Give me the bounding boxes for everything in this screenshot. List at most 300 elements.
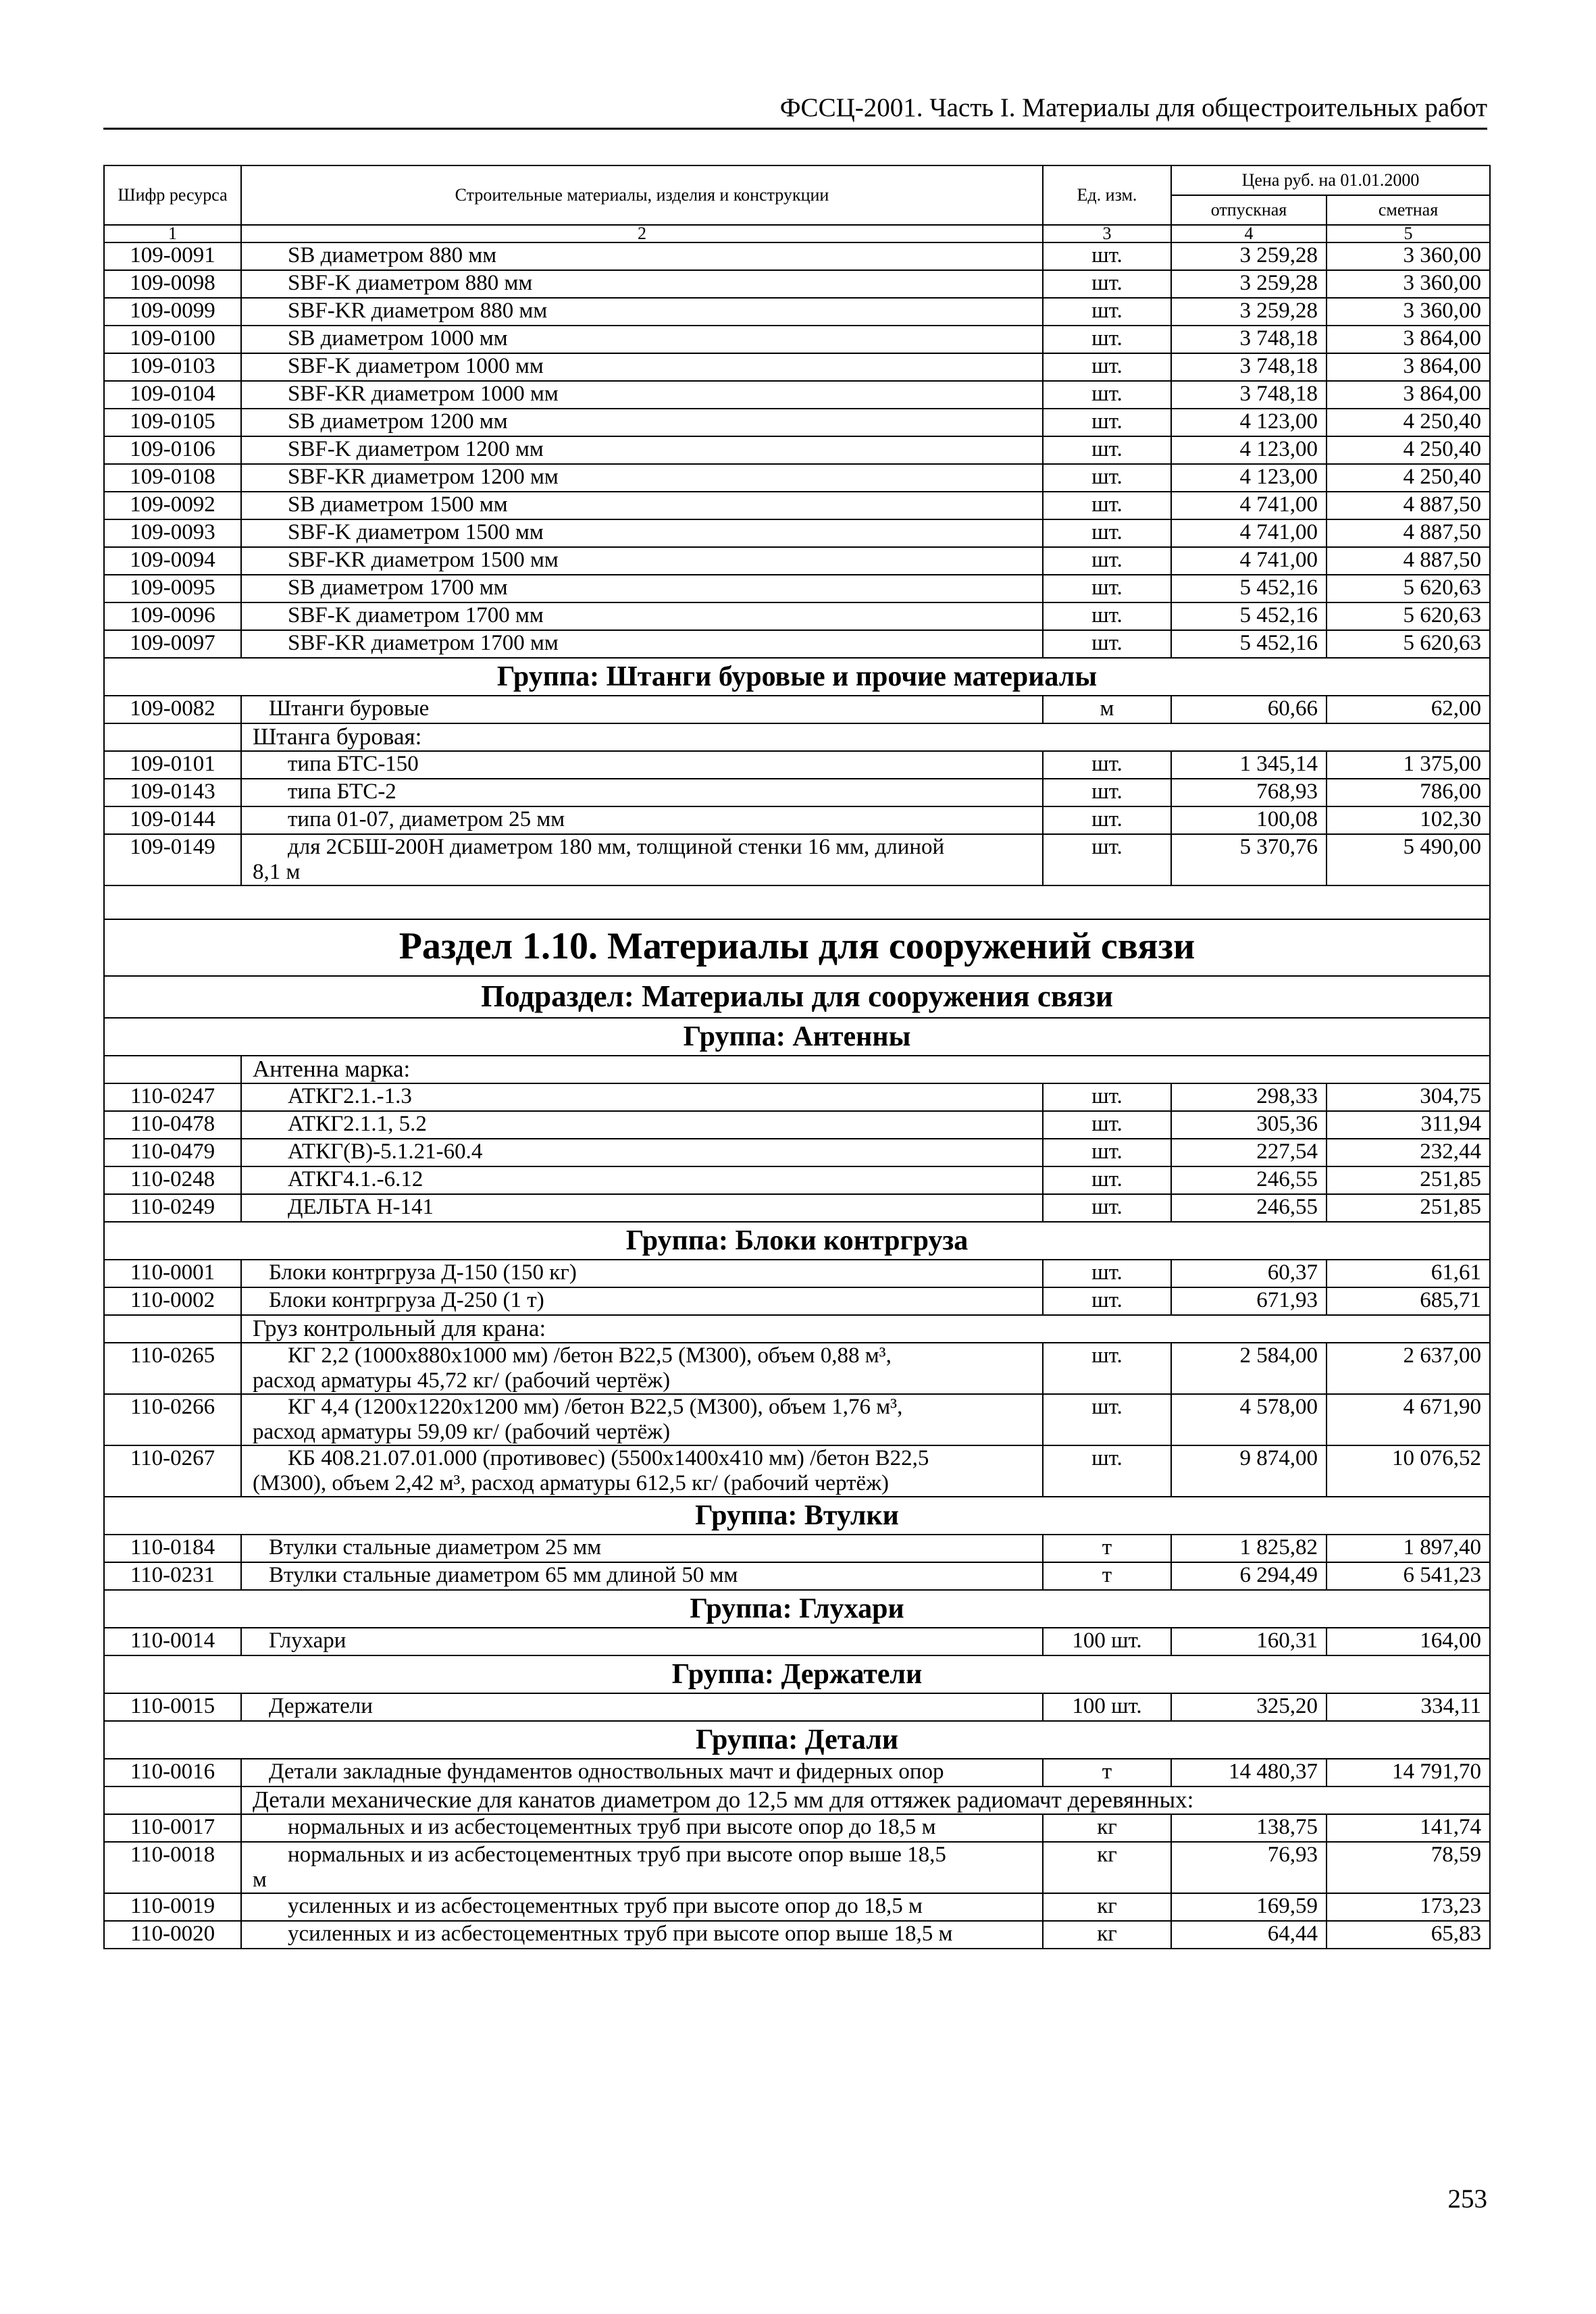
table-row [104, 1562, 1490, 1590]
unit-of-measure: шт. [1043, 1139, 1171, 1166]
unit-of-measure: шт. [1043, 602, 1171, 630]
table-row [104, 1166, 1490, 1194]
material-name-line: SBF-K диаметром 1700 мм [288, 603, 544, 627]
material-name [241, 1083, 1043, 1111]
unit-of-measure: шт. [1043, 1083, 1171, 1111]
material-name-continuation: расход арматуры 45,72 кг/ (рабочий чертёж) [253, 1368, 671, 1393]
subgroup-label: Штанга буровая: [241, 723, 1490, 751]
material-name-line: SB диаметром 1000 мм [288, 326, 508, 351]
col-name-header: Строительные материалы, изделия и конструкции [241, 165, 1043, 225]
table-row [104, 270, 1490, 298]
estimate-price: 5 620,63 [1327, 602, 1490, 630]
unit-of-measure: шт. [1043, 492, 1171, 519]
resource-code: 109-0144 [104, 806, 241, 834]
resource-code: 109-0106 [104, 436, 241, 464]
estimate-price: 3 864,00 [1327, 326, 1490, 353]
material-name-line: АТКГ2.1.-1.3 [288, 1084, 412, 1108]
col-estimate-header: сметная [1327, 195, 1490, 225]
estimate-price: 3 360,00 [1327, 298, 1490, 326]
material-name-line: типа 01-07, диаметром 25 мм [288, 807, 565, 831]
unit-of-measure: шт. [1043, 1260, 1171, 1287]
group-heading: Группа: Глухари [104, 1590, 1490, 1628]
resource-code: 109-0091 [104, 242, 241, 270]
resource-code: 110-0002 [104, 1287, 241, 1315]
resource-code: 109-0149 [104, 834, 241, 885]
material-name-line: SBF-KR диаметром 1700 мм [288, 631, 559, 655]
material-name [241, 1260, 1043, 1287]
table-row [104, 1842, 1490, 1893]
material-name [241, 464, 1043, 492]
table-row [104, 602, 1490, 630]
unit-of-measure: шт. [1043, 326, 1171, 353]
release-price: 3 259,28 [1171, 242, 1327, 270]
release-price: 100,08 [1171, 806, 1327, 834]
estimate-price: 4 250,40 [1327, 409, 1490, 436]
resource-code: 109-0094 [104, 547, 241, 575]
group-heading-row [104, 1590, 1490, 1628]
table-head-row [104, 165, 1490, 195]
release-price: 14 480,37 [1171, 1759, 1327, 1786]
material-name-line: АТКГ(В)-5.1.21-60.4 [288, 1139, 483, 1164]
material-name-line: нормальных и из асбестоцементных труб при высоте опор до 18,5 м [288, 1815, 936, 1839]
resource-code: 109-0108 [104, 464, 241, 492]
unit-of-measure: шт. [1043, 1287, 1171, 1315]
material-name [241, 806, 1043, 834]
unit-of-measure: шт. [1043, 751, 1171, 779]
material-name-line: усиленных и из асбестоцементных труб при высоте опор до 18,5 м [288, 1894, 923, 1918]
release-price: 4 741,00 [1171, 547, 1327, 575]
estimate-price: 251,85 [1327, 1166, 1490, 1194]
empty-cell [104, 1056, 241, 1083]
table-row [104, 409, 1490, 436]
estimate-price: 685,71 [1327, 1287, 1490, 1315]
resource-code: 109-0105 [104, 409, 241, 436]
material-name [241, 1842, 1043, 1893]
estimate-price: 4 250,40 [1327, 464, 1490, 492]
unit-of-measure: 100 шт. [1043, 1693, 1171, 1721]
table-row [104, 1083, 1490, 1111]
estimate-price: 4 250,40 [1327, 436, 1490, 464]
resource-code: 109-0143 [104, 779, 241, 806]
material-name-line: ДЕЛЬТА Н-141 [288, 1195, 434, 1219]
material-name-line: для 2СБШ-200Н диаметром 180 мм, толщиной стенки 16 мм, длиной [288, 835, 945, 859]
empty-cell [104, 1315, 241, 1343]
price-table-body [104, 165, 1490, 1949]
release-price: 9 874,00 [1171, 1445, 1327, 1497]
material-name-line: Блоки контргруза Д-150 (150 кг) [269, 1260, 577, 1285]
release-price: 160,31 [1171, 1628, 1327, 1655]
material-name [241, 547, 1043, 575]
material-name [241, 1111, 1043, 1139]
resource-code: 110-0231 [104, 1562, 241, 1590]
material-name-line: Штанги буровые [269, 696, 430, 721]
estimate-price: 61,61 [1327, 1260, 1490, 1287]
table-row [104, 298, 1490, 326]
table-row [104, 751, 1490, 779]
estimate-price: 786,00 [1327, 779, 1490, 806]
resource-code: 109-0097 [104, 630, 241, 658]
release-price: 4 741,00 [1171, 492, 1327, 519]
column-number: 1 [104, 225, 241, 242]
estimate-price: 14 791,70 [1327, 1759, 1490, 1786]
table-row [104, 353, 1490, 381]
table-row [104, 630, 1490, 658]
resource-code: 110-0016 [104, 1759, 241, 1786]
material-name [241, 492, 1043, 519]
table-row [104, 1194, 1490, 1222]
release-price: 138,75 [1171, 1814, 1327, 1842]
material-name [241, 1921, 1043, 1949]
unit-of-measure: шт. [1043, 806, 1171, 834]
estimate-price: 102,30 [1327, 806, 1490, 834]
subgroup-label: Детали механические для канатов диаметром до 12,5 мм для оттяжек радиомачт деревянных: [241, 1786, 1490, 1814]
release-price: 64,44 [1171, 1921, 1327, 1949]
table-row [104, 492, 1490, 519]
subgroup-label: Груз контрольный для крана: [241, 1315, 1490, 1343]
release-price: 60,66 [1171, 696, 1327, 723]
unit-of-measure: шт. [1043, 270, 1171, 298]
material-name [241, 575, 1043, 602]
estimate-price: 65,83 [1327, 1921, 1490, 1949]
resource-code: 110-0001 [104, 1260, 241, 1287]
estimate-price: 1 897,40 [1327, 1535, 1490, 1562]
unit-of-measure: шт. [1043, 298, 1171, 326]
resource-code: 110-0014 [104, 1628, 241, 1655]
release-price: 5 452,16 [1171, 602, 1327, 630]
col-release-header: отпускная [1171, 195, 1327, 225]
page-number: 253 [1447, 2184, 1487, 2213]
col-price-header: Цена руб. на 01.01.2000 [1171, 165, 1490, 195]
col-unit-header: Ед. изм. [1043, 165, 1171, 225]
estimate-price: 4 671,90 [1327, 1394, 1490, 1445]
material-name [241, 1394, 1043, 1445]
unit-of-measure: кг [1043, 1893, 1171, 1921]
unit-of-measure: шт. [1043, 436, 1171, 464]
table-row [104, 464, 1490, 492]
table-row [104, 1260, 1490, 1287]
material-name-line: Детали закладные фундаментов одноствольных мачт и фидерных опор [269, 1759, 944, 1784]
material-name [241, 1343, 1043, 1394]
estimate-price: 311,94 [1327, 1111, 1490, 1139]
estimate-price: 232,44 [1327, 1139, 1490, 1166]
table-row [104, 381, 1490, 409]
group-heading: Группа: Антенны [104, 1018, 1490, 1056]
material-name [241, 1535, 1043, 1562]
table-row [104, 1759, 1490, 1786]
estimate-price: 6 541,23 [1327, 1562, 1490, 1590]
material-name [241, 353, 1043, 381]
release-price: 4 123,00 [1171, 409, 1327, 436]
unit-of-measure: кг [1043, 1814, 1171, 1842]
release-price: 5 452,16 [1171, 575, 1327, 602]
estimate-price: 4 887,50 [1327, 519, 1490, 547]
material-name [241, 1166, 1043, 1194]
unit-of-measure: шт. [1043, 779, 1171, 806]
resource-code: 110-0267 [104, 1445, 241, 1497]
table-row [104, 326, 1490, 353]
release-price: 3 259,28 [1171, 298, 1327, 326]
unit-of-measure: шт. [1043, 1394, 1171, 1445]
group-heading: Группа: Блоки контргруза [104, 1222, 1490, 1260]
table-row [104, 1111, 1490, 1139]
material-name-line: нормальных и из асбестоцементных труб при высоте опор выше 18,5 [288, 1843, 946, 1867]
table-row [104, 1814, 1490, 1842]
estimate-price: 2 637,00 [1327, 1343, 1490, 1394]
table-row [104, 242, 1490, 270]
resource-code: 110-0015 [104, 1693, 241, 1721]
material-name [241, 436, 1043, 464]
running-header: ФССЦ-2001. Часть I. Материалы для общестроительных работ [779, 93, 1487, 122]
table-row [104, 436, 1490, 464]
resource-code: 109-0095 [104, 575, 241, 602]
release-price: 5 370,76 [1171, 834, 1327, 885]
release-price: 1 345,14 [1171, 751, 1327, 779]
release-price: 4 123,00 [1171, 436, 1327, 464]
material-name-line: КБ 408.21.07.01.000 (противовес) (5500х1400х410 мм) /бетон В22,5 [288, 1446, 929, 1470]
release-price: 3 748,18 [1171, 353, 1327, 381]
unit-of-measure: шт. [1043, 834, 1171, 885]
material-name-line: КГ 4,4 (1200х1220х1200 мм) /бетон В22,5 (М300), объем 1,76 м³, [288, 1395, 903, 1419]
subgroup-label: Антенна марка: [241, 1056, 1490, 1083]
table-row [104, 1893, 1490, 1921]
material-name-line: Блоки контргруза Д-250 (1 т) [269, 1288, 544, 1312]
estimate-price: 173,23 [1327, 1893, 1490, 1921]
group-heading-row [104, 658, 1490, 696]
material-name-line: Втулки стальные диаметром 65 мм длиной 50 мм [269, 1563, 738, 1587]
material-name [241, 779, 1043, 806]
estimate-price: 334,11 [1327, 1693, 1490, 1721]
resource-code: 109-0092 [104, 492, 241, 519]
material-name [241, 1759, 1043, 1786]
table-row [104, 547, 1490, 575]
estimate-price: 3 864,00 [1327, 353, 1490, 381]
material-name-line: SBF-KR диаметром 1000 мм [288, 382, 559, 406]
table-row [104, 1139, 1490, 1166]
release-price: 1 825,82 [1171, 1535, 1327, 1562]
unit-of-measure: шт. [1043, 1445, 1171, 1497]
unit-of-measure: кг [1043, 1842, 1171, 1893]
resource-code: 110-0266 [104, 1394, 241, 1445]
table-row [104, 1445, 1490, 1497]
release-price: 246,55 [1171, 1194, 1327, 1222]
group-heading: Группа: Втулки [104, 1497, 1490, 1535]
release-price: 3 259,28 [1171, 270, 1327, 298]
release-price: 305,36 [1171, 1111, 1327, 1139]
material-name [241, 1893, 1043, 1921]
material-name-line: SBF-K диаметром 1500 мм [288, 520, 544, 544]
unit-of-measure: шт. [1043, 630, 1171, 658]
estimate-price: 164,00 [1327, 1628, 1490, 1655]
material-name-line: типа БТС-150 [288, 752, 419, 776]
estimate-price: 304,75 [1327, 1083, 1490, 1111]
resource-code: 110-0247 [104, 1083, 241, 1111]
material-name-line: КГ 2,2 (1000х880х1000 мм) /бетон В22,5 (М300), объем 0,88 м³, [288, 1343, 892, 1368]
unit-of-measure: т [1043, 1562, 1171, 1590]
table-row [104, 806, 1490, 834]
unit-of-measure: шт. [1043, 242, 1171, 270]
table-row [104, 696, 1490, 723]
material-name-line: SB диаметром 1200 мм [288, 409, 508, 434]
material-name-line: АТКГ4.1.-6.12 [288, 1167, 423, 1191]
release-price: 227,54 [1171, 1139, 1327, 1166]
subsection-heading-row [104, 976, 1490, 1018]
empty-cell [104, 723, 241, 751]
resource-code: 110-0478 [104, 1111, 241, 1139]
release-price: 325,20 [1171, 1693, 1327, 1721]
table-row [104, 1343, 1490, 1394]
resource-code: 109-0098 [104, 270, 241, 298]
estimate-price: 141,74 [1327, 1814, 1490, 1842]
material-name [241, 1445, 1043, 1497]
estimate-price: 5 620,63 [1327, 575, 1490, 602]
estimate-price: 251,85 [1327, 1194, 1490, 1222]
unit-of-measure: шт. [1043, 519, 1171, 547]
resource-code: 109-0104 [104, 381, 241, 409]
material-name-line: типа БТС-2 [288, 779, 396, 804]
header-rule [103, 128, 1487, 130]
unit-of-measure: кг [1043, 1921, 1171, 1949]
material-name-continuation: м [253, 1868, 267, 1892]
table-row [104, 1287, 1490, 1315]
material-name [241, 270, 1043, 298]
column-number: 3 [1043, 225, 1171, 242]
section-heading: Раздел 1.10. Материалы для сооружений связи [104, 919, 1490, 976]
subgroup-label-row [104, 1056, 1490, 1083]
column-numbers-row [104, 225, 1490, 242]
unit-of-measure: м [1043, 696, 1171, 723]
unit-of-measure: т [1043, 1759, 1171, 1786]
material-name [241, 1814, 1043, 1842]
release-price: 3 748,18 [1171, 326, 1327, 353]
column-number: 5 [1327, 225, 1490, 242]
material-name-continuation: расход арматуры 59,09 кг/ (рабочий чертёж) [253, 1420, 671, 1444]
material-name-line: SB диаметром 880 мм [288, 243, 497, 267]
resource-code: 110-0248 [104, 1166, 241, 1194]
section-heading-row [104, 919, 1490, 976]
estimate-price: 3 360,00 [1327, 270, 1490, 298]
price-table [103, 165, 1491, 1949]
table-row [104, 1394, 1490, 1445]
material-name [241, 409, 1043, 436]
resource-code: 110-0184 [104, 1535, 241, 1562]
material-name-line: Глухари [269, 1628, 346, 1653]
release-price: 246,55 [1171, 1166, 1327, 1194]
material-name [241, 630, 1043, 658]
release-price: 2 584,00 [1171, 1343, 1327, 1394]
material-name [241, 602, 1043, 630]
unit-of-measure: шт. [1043, 547, 1171, 575]
resource-code: 110-0479 [104, 1139, 241, 1166]
estimate-price: 4 887,50 [1327, 492, 1490, 519]
material-name-continuation: 8,1 м [253, 860, 301, 884]
material-name-line: SBF-K диаметром 1200 мм [288, 437, 544, 461]
material-name [241, 751, 1043, 779]
resource-code: 109-0093 [104, 519, 241, 547]
subgroup-label-row [104, 1315, 1490, 1343]
resource-code: 110-0019 [104, 1893, 241, 1921]
group-heading: Группа: Держатели [104, 1655, 1490, 1693]
table-row [104, 779, 1490, 806]
material-name-line: Втулки стальные диаметром 25 мм [269, 1535, 602, 1560]
unit-of-measure: 100 шт. [1043, 1628, 1171, 1655]
material-name [241, 834, 1043, 885]
unit-of-measure: шт. [1043, 409, 1171, 436]
subgroup-label-row [104, 723, 1490, 751]
material-name [241, 381, 1043, 409]
release-price: 671,93 [1171, 1287, 1327, 1315]
material-name-line: SBF-KR диаметром 880 мм [288, 299, 548, 323]
resource-code: 109-0082 [104, 696, 241, 723]
resource-code: 110-0018 [104, 1842, 241, 1893]
material-name [241, 1139, 1043, 1166]
table-row [104, 575, 1490, 602]
group-heading-row [104, 1655, 1490, 1693]
material-name-line: усиленных и из асбестоцементных труб при высоте опор выше 18,5 м [288, 1922, 953, 1946]
release-price: 768,93 [1171, 779, 1327, 806]
material-name [241, 326, 1043, 353]
resource-code: 110-0265 [104, 1343, 241, 1394]
unit-of-measure: шт. [1043, 1343, 1171, 1394]
unit-of-measure: шт. [1043, 1194, 1171, 1222]
spacer-row [104, 885, 1490, 919]
material-name [241, 242, 1043, 270]
table-row [104, 1921, 1490, 1949]
estimate-price: 10 076,52 [1327, 1445, 1490, 1497]
group-heading: Группа: Штанги буровые и прочие материалы [104, 658, 1490, 696]
material-name-line: SBF-KR диаметром 1200 мм [288, 465, 559, 489]
material-name [241, 1693, 1043, 1721]
column-number: 4 [1171, 225, 1327, 242]
material-name [241, 696, 1043, 723]
table-row [104, 1628, 1490, 1655]
resource-code: 109-0096 [104, 602, 241, 630]
unit-of-measure: шт. [1043, 1111, 1171, 1139]
estimate-price: 5 490,00 [1327, 834, 1490, 885]
unit-of-measure: шт. [1043, 381, 1171, 409]
material-name [241, 298, 1043, 326]
resource-code: 109-0099 [104, 298, 241, 326]
material-name-line: АТКГ2.1.1, 5.2 [288, 1112, 427, 1136]
table-row [104, 519, 1490, 547]
material-name [241, 1562, 1043, 1590]
material-name-line: Держатели [269, 1694, 373, 1718]
group-heading-row [104, 1721, 1490, 1759]
estimate-price: 1 375,00 [1327, 751, 1490, 779]
release-price: 169,59 [1171, 1893, 1327, 1921]
estimate-price: 78,59 [1327, 1842, 1490, 1893]
resource-code: 109-0103 [104, 353, 241, 381]
release-price: 76,93 [1171, 1842, 1327, 1893]
material-name [241, 1628, 1043, 1655]
material-name-line: SB диаметром 1700 мм [288, 575, 508, 600]
spacer-cell [104, 885, 1490, 919]
group-heading-row [104, 1018, 1490, 1056]
table-row [104, 1535, 1490, 1562]
group-heading-row [104, 1222, 1490, 1260]
subgroup-label-row [104, 1786, 1490, 1814]
table-row [104, 1693, 1490, 1721]
unit-of-measure: шт. [1043, 575, 1171, 602]
estimate-price: 3 864,00 [1327, 381, 1490, 409]
subsection-heading: Подраздел: Материалы для сооружения связи [104, 976, 1490, 1018]
material-name-line: SB диаметром 1500 мм [288, 492, 508, 517]
estimate-price: 4 887,50 [1327, 547, 1490, 575]
estimate-price: 62,00 [1327, 696, 1490, 723]
resource-code: 109-0101 [104, 751, 241, 779]
material-name [241, 519, 1043, 547]
release-price: 5 452,16 [1171, 630, 1327, 658]
table-row [104, 834, 1490, 885]
